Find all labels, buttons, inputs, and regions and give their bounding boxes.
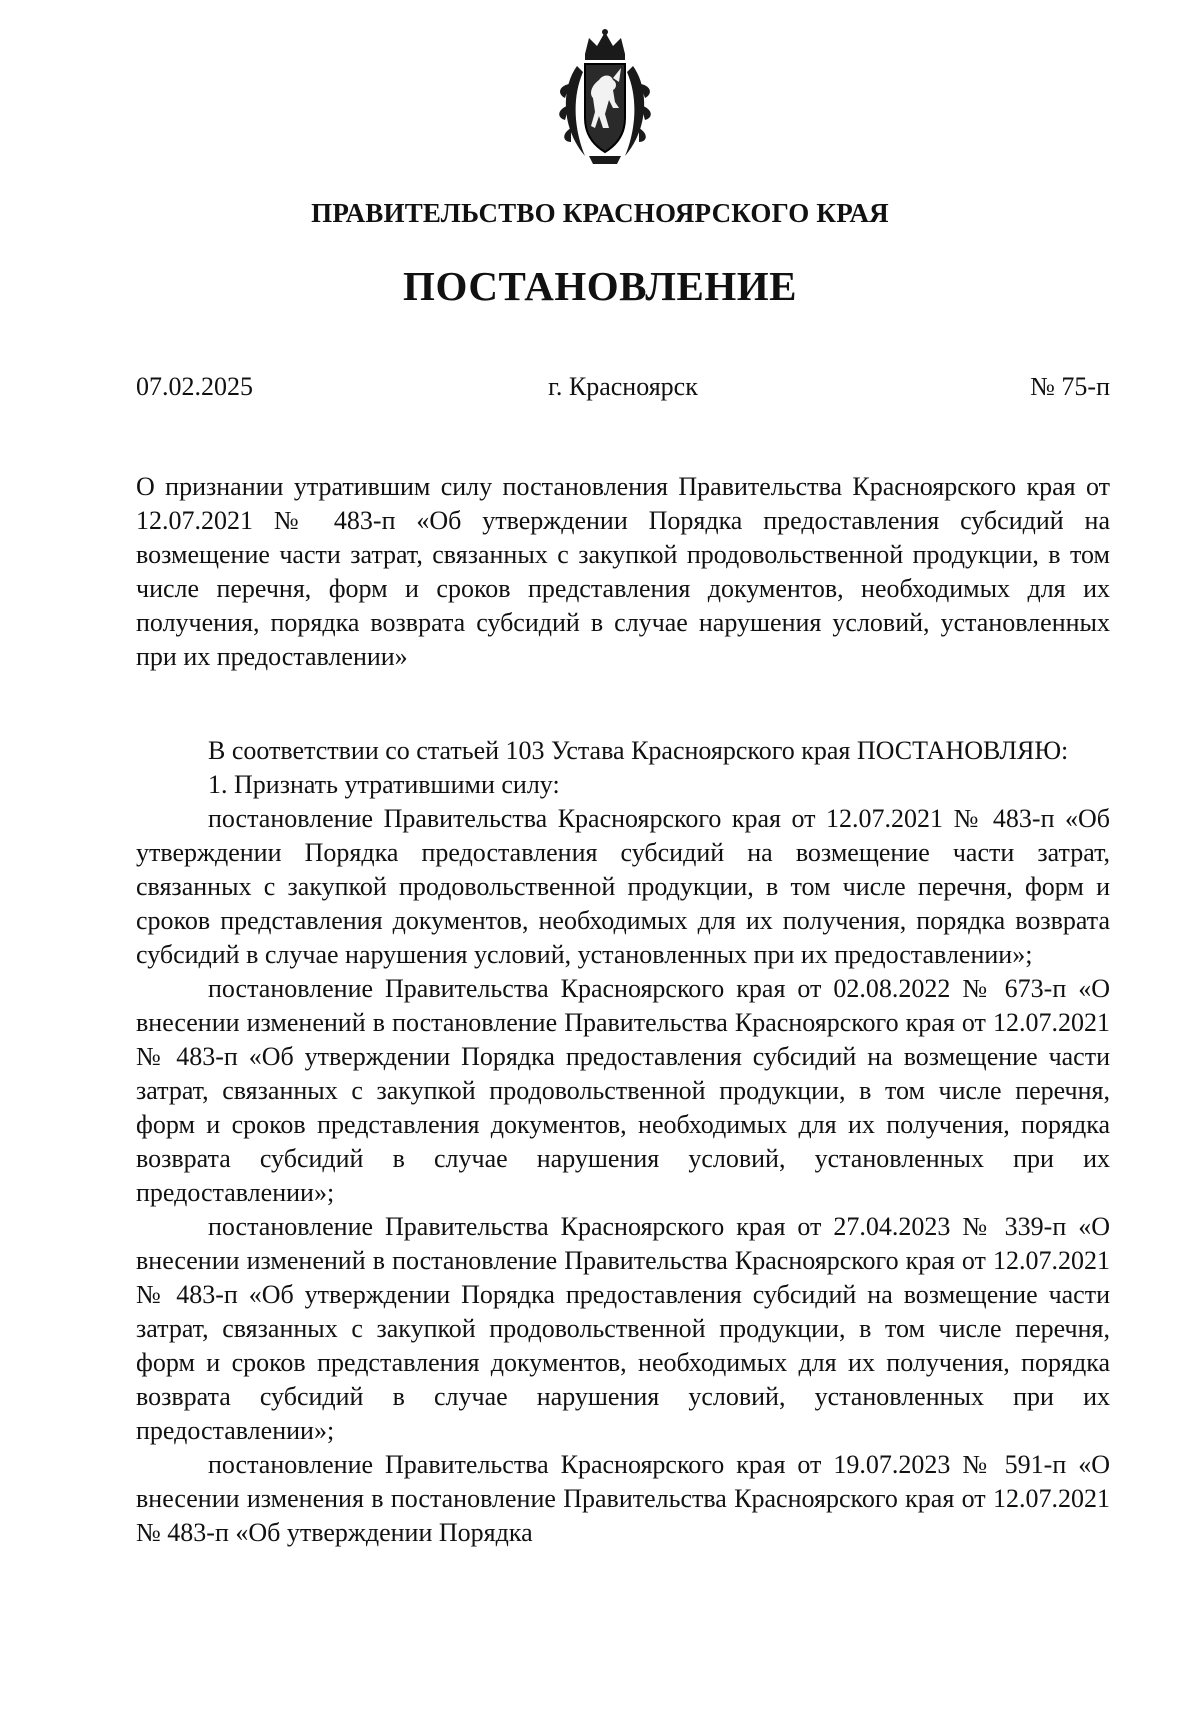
item-1-paragraph: 1. Признать утратившими силу: — [208, 770, 560, 799]
document-subject: О признании утратившим силу постановления Правительства Красноярского края от 12.07.2021 № 483-п «Об утверждении Порядка предоставления субсидий на возмещение части затрат, связанных с закупкой продовольственной продукции, в том числе перечня, форм и сроков представления документов, необходимых для их получения, порядка возврата субсидий в случае нарушения условий, установленных при их предоставлении» — [136, 472, 1110, 671]
preamble-paragraph: В соответствии со статьей 103 Устава Красноярского края ПОСТАНОВЛЯЮ: — [208, 736, 1069, 765]
organization-title: ПРАВИТЕЛЬСТВО КРАСНОЯРСКОГО КРАЯ — [311, 198, 889, 228]
repealed-act-paragraph: постановление Правительства Красноярского края от 02.08.2022 № 673-п «О внесении изменений в постановление Правительства Красноярского края от 12.07.2021 № 483-п «Об утверждении Порядка предоставления субсидий на возмещение части затрат, связанных с закупкой продовольственной продукции, в том числе перечня, форм и сроков представления документов, необходимых для их получения, порядка возврата субсидий в случае нарушения условий, установленных при их предоставлении»; — [136, 974, 1110, 1207]
repealed-act-paragraph: постановление Правительства Красноярского края от 27.04.2023 № 339-п «О внесении изменений в постановление Правительства Красноярского края от 12.07.2021 № 483-п «Об утверждении Порядка предоставления субсидий на возмещение части затрат, связанных с закупкой продовольственной продукции, в том числе перечня, форм и сроков представления документов, необходимых для их получения, порядка возврата субсидий в случае нарушения условий, установленных при их предоставлении»; — [136, 1212, 1110, 1445]
document-type-title: ПОСТАНОВЛЕНИЕ — [403, 263, 797, 309]
document-date: 07.02.2025 — [136, 372, 253, 401]
document-body — [136, 734, 1110, 1550]
repealed-act-paragraph: постановление Правительства Красноярского края от 12.07.2021 № 483-п «Об утверждении Порядка предоставления субсидий на возмещение части затрат, связанных с закупкой продовольственной продукции, в том числе перечня, форм и сроков представления документов, необходимых для их получения, порядка возврата субсидий в случае нарушения условий, установленных при их предоставлении»; — [136, 804, 1110, 969]
document-city: г. Красноярск — [548, 372, 698, 401]
document-number: № 75-п — [1030, 372, 1110, 401]
coat-of-arms-icon — [555, 28, 655, 168]
repealed-act-paragraph: постановление Правительства Красноярского края от 19.07.2023 № 591-п «О внесении изменения в постановление Правительства Красноярского края от 12.07.2021 № 483-п «Об утверждении Порядка — [136, 1450, 1110, 1547]
document-meta-line — [136, 372, 1110, 404]
